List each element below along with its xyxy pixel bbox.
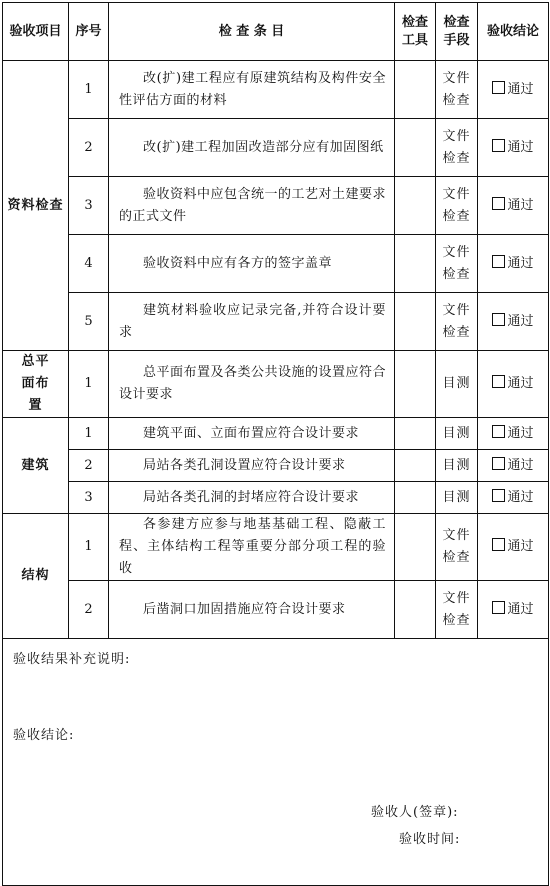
method-text: 文件	[442, 590, 471, 606]
method-text: 检查	[442, 208, 471, 224]
tool-cell	[395, 450, 436, 482]
method-cell	[436, 482, 478, 514]
inspection-date-label: 验收时间:	[399, 832, 461, 847]
table-row	[3, 119, 549, 177]
conclusion-label: 验收结论:	[13, 728, 75, 743]
method-text: 检查	[442, 266, 471, 282]
header-conclusion: 验收结论	[478, 3, 549, 61]
conclusion-cell	[478, 418, 549, 450]
check-item-text: 局站各类孔洞的封堵应符合设计要求	[109, 482, 395, 514]
check-item-text: 验收资料中应有各方的签字盖章	[109, 235, 395, 293]
method-text: 文件	[442, 528, 471, 543]
header-tool: 检查 工具	[395, 3, 436, 61]
table-row	[3, 61, 549, 119]
method-text: 检查	[442, 324, 471, 340]
pass-checkbox[interactable]	[492, 313, 505, 326]
tool-cell	[395, 514, 436, 581]
table-row	[3, 235, 549, 293]
category-cell: 总平面布置	[3, 351, 69, 418]
method-cell	[436, 450, 478, 482]
check-item-text: 验收资料中应包含统一的工艺对土建要求的正式文件	[109, 177, 395, 235]
pass-checkbox[interactable]	[492, 489, 505, 502]
category-cell: 结构	[3, 514, 69, 639]
check-item-text: 后凿洞口加固措施应符合设计要求	[109, 581, 395, 639]
tool-cell	[395, 61, 436, 119]
pass-label: 通过	[507, 489, 534, 505]
pass-checkbox[interactable]	[492, 538, 505, 551]
seq-cell: 2	[69, 581, 109, 639]
table-row	[3, 293, 549, 351]
table-row	[3, 418, 549, 450]
header-seq: 序号	[69, 3, 109, 61]
method-text: 文件	[442, 244, 471, 260]
tool-cell	[395, 119, 436, 177]
conclusion-cell	[478, 177, 549, 235]
seq-cell: 1	[69, 351, 109, 418]
tool-cell	[395, 177, 436, 235]
header-item: 验收项目	[3, 3, 69, 61]
inspector-signature-label: 验收人(签章):	[371, 805, 459, 820]
table-body	[3, 61, 549, 639]
method-cell	[436, 581, 478, 639]
footer-cell	[3, 639, 549, 886]
check-item-text: 建筑平面、立面布置应符合设计要求	[109, 418, 395, 450]
pass-label: 通过	[507, 376, 534, 391]
tool-cell	[395, 581, 436, 639]
method-cell	[436, 418, 478, 450]
method-text: 文件	[442, 128, 471, 144]
conclusion-cell	[478, 235, 549, 293]
table-row	[3, 581, 549, 639]
check-item-text: 总平面布置及各类公共设施的设置应符合设计要求	[109, 351, 395, 418]
tool-cell	[395, 351, 436, 418]
pass-label: 通过	[507, 139, 534, 155]
check-item-text: 改(扩)建工程加固改造部分应有加固图纸	[109, 119, 395, 177]
seq-cell: 4	[69, 235, 109, 293]
method-text: 文件	[442, 302, 471, 318]
conclusion-cell	[478, 514, 549, 581]
method-text: 目测	[442, 425, 471, 441]
table-row	[3, 482, 549, 514]
method-text: 检查	[442, 550, 471, 565]
method-cell	[436, 514, 478, 581]
method-cell	[436, 177, 478, 235]
footer-row	[3, 639, 549, 886]
method-text: 目测	[442, 489, 471, 505]
pass-label: 通过	[507, 539, 534, 554]
pass-label: 通过	[507, 313, 534, 329]
method-text: 目测	[442, 457, 471, 473]
pass-checkbox[interactable]	[492, 601, 505, 614]
header-content: 检 查 条 目	[109, 3, 395, 61]
conclusion-cell	[478, 450, 549, 482]
pass-label: 通过	[507, 197, 534, 213]
conclusion-cell	[478, 61, 549, 119]
method-text: 目测	[442, 376, 471, 391]
pass-label: 通过	[507, 255, 534, 271]
header-method: 检查 手段	[436, 3, 478, 61]
pass-checkbox[interactable]	[492, 81, 505, 94]
check-item-text: 改(扩)建工程应有原建筑结构及构件安全性评估方面的材料	[109, 61, 395, 119]
pass-checkbox[interactable]	[492, 197, 505, 210]
seq-cell: 1	[69, 61, 109, 119]
pass-label: 通过	[507, 601, 534, 617]
method-cell	[436, 293, 478, 351]
table-row	[3, 514, 549, 581]
method-cell	[436, 61, 478, 119]
seq-cell: 3	[69, 177, 109, 235]
pass-checkbox[interactable]	[492, 425, 505, 438]
conclusion-cell	[478, 581, 549, 639]
method-text: 文件	[442, 186, 471, 202]
pass-label: 通过	[507, 425, 534, 441]
method-cell	[436, 235, 478, 293]
check-item-text: 建筑材料验收应记录完备,并符合设计要求	[109, 293, 395, 351]
pass-checkbox[interactable]	[492, 457, 505, 470]
tool-cell	[395, 418, 436, 450]
pass-label: 通过	[507, 457, 534, 473]
method-text: 检查	[442, 612, 471, 628]
seq-cell: 1	[69, 418, 109, 450]
pass-label: 通过	[507, 81, 534, 97]
check-item-text: 各参建方应参与地基基础工程、隐蔽工程、主体结构工程等重要分部分项工程的验收	[109, 514, 395, 581]
supplement-label: 验收结果补充说明:	[13, 652, 131, 667]
pass-checkbox[interactable]	[492, 139, 505, 152]
method-text: 检查	[442, 150, 471, 166]
method-text: 检查	[442, 92, 471, 108]
seq-cell: 1	[69, 514, 109, 581]
table-row	[3, 177, 549, 235]
tool-cell	[395, 235, 436, 293]
conclusion-cell	[478, 351, 549, 418]
method-cell	[436, 119, 478, 177]
seq-cell: 2	[69, 450, 109, 482]
table-row	[3, 450, 549, 482]
conclusion-cell	[478, 293, 549, 351]
header-row	[3, 3, 549, 61]
method-text: 文件	[442, 70, 471, 86]
category-cell: 建筑	[3, 418, 69, 514]
seq-cell: 5	[69, 293, 109, 351]
pass-checkbox[interactable]	[492, 255, 505, 268]
method-cell	[436, 351, 478, 418]
category-cell: 资料检查	[3, 61, 69, 351]
pass-checkbox[interactable]	[492, 375, 505, 388]
acceptance-table	[2, 2, 549, 886]
conclusion-cell	[478, 119, 549, 177]
seq-cell: 3	[69, 482, 109, 514]
table-row	[3, 351, 549, 418]
conclusion-cell	[478, 482, 549, 514]
tool-cell	[395, 482, 436, 514]
check-item-text: 局站各类孔洞设置应符合设计要求	[109, 450, 395, 482]
seq-cell: 2	[69, 119, 109, 177]
tool-cell	[395, 293, 436, 351]
